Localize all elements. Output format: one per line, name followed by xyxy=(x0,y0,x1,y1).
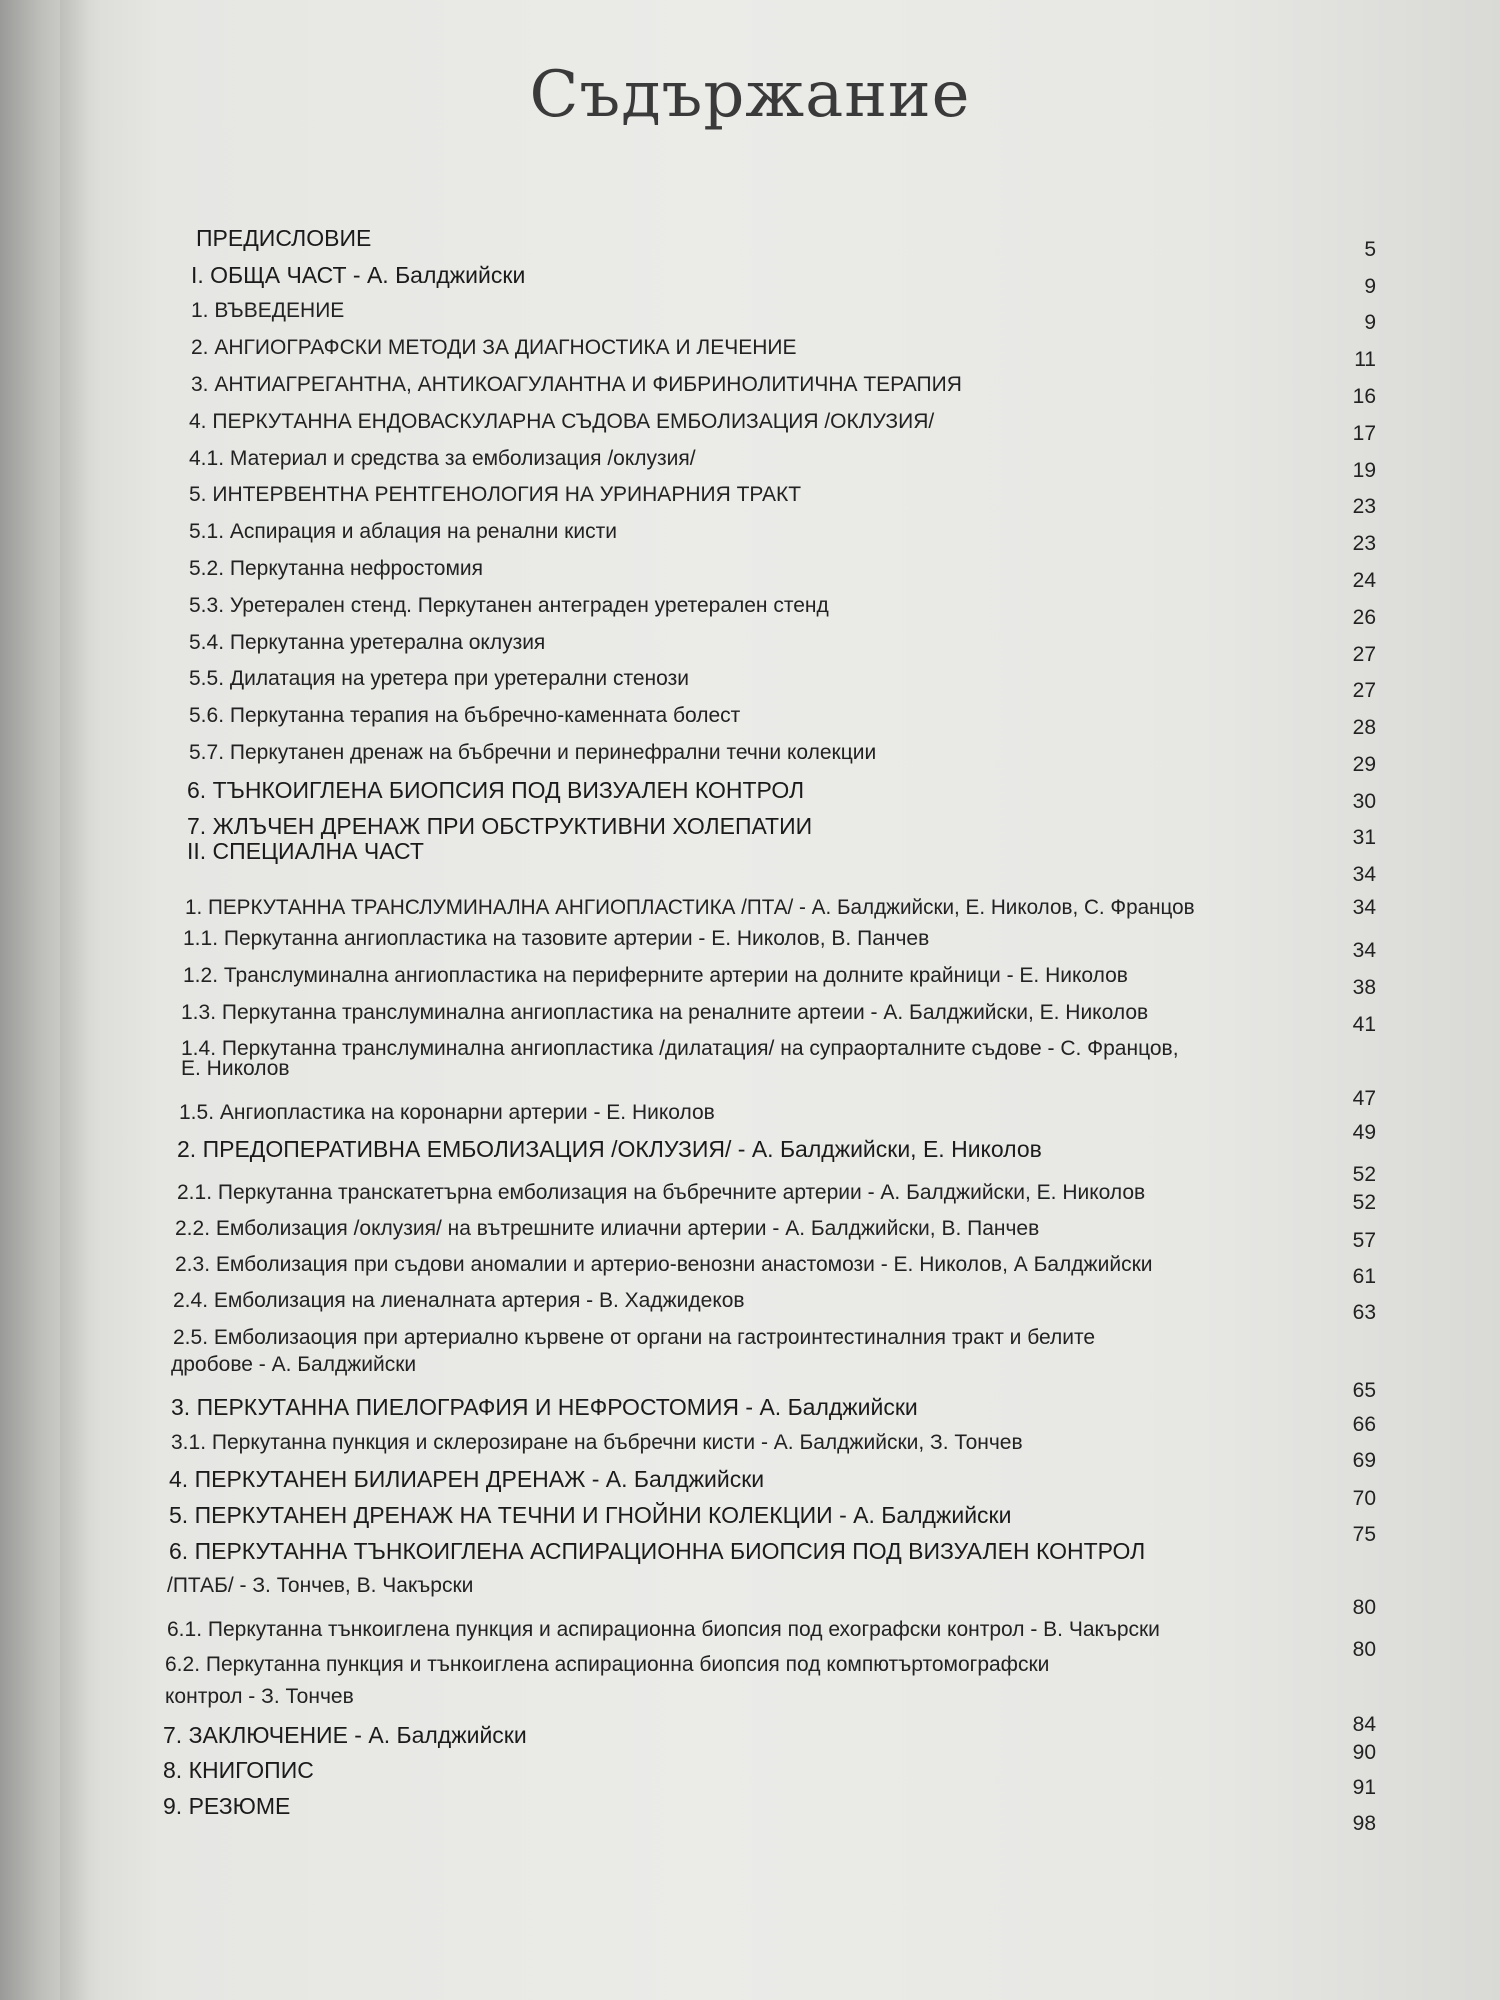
toc-entry-text: 2.2. Емболизация /оклузия/ на вътрешните илиачни артерии - А. Балджийски, В. Панчев xyxy=(175,1217,1040,1240)
toc-entry xyxy=(0,1286,1500,1324)
toc-entry xyxy=(0,407,1500,445)
toc-entry-text: 6. ПЕРКУТАННА ТЪНКОИГЛЕНА АСПИРАЦИОННА БИОПСИЯ ПОД ВИЗУАЛЕН КОНТРОЛ xyxy=(169,1538,1146,1564)
toc-entry-page: 30 xyxy=(1352,790,1376,813)
toc-entry-text: I. ОБЩА ЧАСТ - А. Балджийски xyxy=(191,262,526,288)
toc-entry xyxy=(0,738,1500,776)
toc-entry xyxy=(0,1250,1500,1288)
toc-entry-text: 1. ВЪВЕДЕНИЕ xyxy=(191,299,345,322)
toc-entry xyxy=(0,1571,1500,1619)
toc-entry-page: 52 xyxy=(1352,1191,1376,1214)
toc-entry-text: 2. ПРЕДОПЕРАТИВНА ЕМБОЛИЗАЦИЯ /ОКЛУЗИЯ/ - А. Балджийски, Е. Николов xyxy=(177,1136,1042,1162)
toc-entry-page: 27 xyxy=(1352,679,1376,702)
toc-entry-page: 23 xyxy=(1352,532,1376,555)
toc-entry xyxy=(0,1500,1500,1546)
toc-entry-page: 29 xyxy=(1352,753,1376,776)
toc-entry-page: 17 xyxy=(1352,422,1376,445)
toc-entry xyxy=(0,1054,1500,1110)
toc-entry-page: 38 xyxy=(1352,976,1376,999)
toc-entry-text: 6.1. Перкутанна тънкоиглена пункция и аспирационна биопсия под ехографски контрол - В. Чакърски xyxy=(167,1618,1160,1641)
toc-entry-text: 7. ЗАКЛЮЧЕНИЕ - А. Балджийски xyxy=(163,1722,527,1748)
toc-entry-text: 1. ПЕРКУТАННА ТРАНСЛУМИНАЛНА АНГИОПЛАСТИКА /ПТА/ - А. Балджийски, Е. Николов, С. Францов xyxy=(185,896,1195,919)
toc-entry xyxy=(0,1720,1500,1764)
toc-entry-page: 41 xyxy=(1352,1013,1376,1036)
toc-entry-page: 66 xyxy=(1352,1413,1376,1436)
toc-entry-page: 98 xyxy=(1352,1812,1376,1835)
toc-entry-page: 27 xyxy=(1352,643,1376,666)
toc-entry-text: 5.6. Перкутанна терапия на бъбречно-каменната болест xyxy=(189,704,741,727)
toc-entry-text: 2.5. Емболизаоция при артериално кървене от органи на гастроинтестиналния тракт и белите xyxy=(173,1326,1096,1349)
toc-entry-text: 2.3. Емболизация при съдови аномалии и артерио-венозни анастомози - Е. Николов, А Балджийски xyxy=(175,1253,1153,1276)
toc-entry-page: 47 xyxy=(1352,1087,1376,1110)
toc-entry-page: 34 xyxy=(1352,939,1376,962)
toc-entry-page: 80 xyxy=(1352,1596,1376,1619)
toc-entry xyxy=(0,517,1500,555)
toc-entry xyxy=(0,1323,1500,1353)
toc-entry-text: 1.2. Транслуминална ангиопластика на периферните артерии на долните крайници - Е. Николов xyxy=(183,964,1128,987)
toc-entry-text: 9. РЕЗЮМЕ xyxy=(163,1793,291,1819)
toc-entry-page: 65 xyxy=(1352,1379,1376,1402)
toc-entry-page: 80 xyxy=(1352,1638,1376,1661)
toc-entry-page: 69 xyxy=(1352,1449,1376,1472)
toc-entry-text: 3.1. Перкутанна пункция и склерозиране на бъбречни кисти - А. Балджийски, З. Тончев xyxy=(171,1431,1023,1454)
toc-entry-text: 4.1. Материал и средства за емболизация /оклузия/ xyxy=(189,447,696,470)
toc-entry-text: 6. ТЪНКОИГЛЕНА БИОПСИЯ ПОД ВИЗУАЛЕН КОНТРОЛ xyxy=(187,777,805,803)
toc-entry-text: 7. ЖЛЪЧЕН ДРЕНАЖ ПРИ ОБСТРУКТИВНИ ХОЛЕПАТИИ xyxy=(187,813,813,839)
toc-entry-text: 2.1. Перкутанна транскатетърна емболизация на бъбречните артерии - А. Балджийски, Е. Николов xyxy=(177,1181,1146,1204)
toc-entry-page: 11 xyxy=(1354,348,1376,371)
toc-entry xyxy=(0,701,1500,739)
toc-entry xyxy=(0,554,1500,592)
toc-entry-text: 5.5. Дилатация на уретера при уретерални стенози xyxy=(189,667,689,690)
toc-entry-text: 2. АНГИОГРАФСКИ МЕТОДИ ЗА ДИАГНОСТИКА И ЛЕЧЕНИЕ xyxy=(191,336,797,359)
toc-entry-page: 91 xyxy=(1352,1776,1376,1799)
toc-entry xyxy=(0,223,1500,261)
toc-entry xyxy=(0,296,1500,334)
toc-entry-text: 5.1. Аспирация и аблация на ренални кисти xyxy=(189,520,617,543)
toc-entry xyxy=(0,1428,1500,1472)
toc-entry xyxy=(0,1098,1500,1144)
toc-entry xyxy=(0,1791,1500,1835)
toc-entry-page: 23 xyxy=(1352,495,1376,518)
toc-entry-page: 57 xyxy=(1352,1229,1376,1252)
toc-entry-text: 5.7. Перкутанен дренаж на бъбречни и перинефрални течни колекции xyxy=(189,741,877,764)
toc-entry xyxy=(0,1615,1500,1661)
toc-entry-text: 4. ПЕРКУТАННА ЕНДОВАСКУЛАРНА СЪДОВА ЕМБОЛИЗАЦИЯ /ОКЛУЗИЯ/ xyxy=(189,410,935,433)
toc-entry xyxy=(0,836,1500,886)
toc-entry-text: 5.4. Перкутанна уретерална оклузия xyxy=(189,631,546,654)
toc-entry-page: 24 xyxy=(1352,569,1376,592)
toc-entry-page: 84 xyxy=(1352,1713,1376,1736)
toc-entry-page: 49 xyxy=(1352,1121,1376,1144)
toc-entry-page: 52 xyxy=(1352,1163,1376,1186)
toc-entry xyxy=(0,333,1500,371)
toc-entry-page: 26 xyxy=(1352,606,1376,629)
toc-entry xyxy=(0,924,1500,962)
toc-entry-page: 70 xyxy=(1352,1487,1376,1510)
toc-entry-text: 1.4. Перкутанна транслуминална ангиопластика /дилатация/ на супраорталните съдове - С. Францов, xyxy=(181,1037,1179,1060)
toc-entry xyxy=(0,1134,1500,1186)
toc-entry xyxy=(0,591,1500,629)
toc-entry-text: II. СПЕЦИАЛНА ЧАСТ xyxy=(187,838,424,864)
toc-entry xyxy=(0,628,1500,666)
toc-entry-text: ПРЕДИСЛОВИЕ xyxy=(196,225,372,251)
toc-entry xyxy=(0,1755,1500,1799)
toc-entry xyxy=(0,961,1500,999)
toc-entry-page: 28 xyxy=(1352,716,1376,739)
toc-entry-text: 3. АНТИАГРЕГАНТНА, АНТИКОАГУЛАНТНА И ФИБРИНОЛИТИЧНА ТЕРАПИЯ xyxy=(191,373,962,396)
toc-entry xyxy=(0,444,1500,482)
toc-entry xyxy=(0,1650,1500,1680)
toc-entry xyxy=(0,893,1500,923)
toc-entry-page: 5 xyxy=(1364,238,1376,261)
toc-entry-text: 2.4. Емболизация на лиеналната артерия - В. Хаджидеков xyxy=(173,1289,745,1312)
toc-entry xyxy=(0,1350,1500,1402)
toc-entry xyxy=(0,1392,1500,1436)
toc-entry-text: контрол - З. Тончев xyxy=(165,1685,354,1708)
toc-entry-text: 8. КНИГОПИС xyxy=(163,1757,314,1783)
toc-entry-page: 16 xyxy=(1352,385,1376,408)
toc-entry-text: 5.2. Перкутанна нефростомия xyxy=(189,557,484,580)
toc-entry-text: Е. Николов xyxy=(181,1057,290,1080)
toc-entry-page: 9 xyxy=(1364,311,1376,334)
toc-entry-page: 61 xyxy=(1352,1265,1376,1288)
toc-entry xyxy=(0,998,1500,1036)
toc-entry xyxy=(0,664,1500,702)
toc-entry-text: 5.3. Уретерален стенд. Перкутанен антеграден уретерален стенд xyxy=(189,594,829,617)
toc-entry-page: 63 xyxy=(1352,1301,1376,1324)
toc-entry xyxy=(0,480,1500,518)
toc-entry-text: 5. ИНТЕРВЕНТНА РЕНТГЕНОЛОГИЯ НА УРИНАРНИЯ ТРАКТ xyxy=(189,483,802,506)
toc-entry xyxy=(0,260,1500,298)
toc-entry-page: 75 xyxy=(1352,1523,1376,1546)
toc-entry xyxy=(0,775,1500,813)
toc-entry-page: 19 xyxy=(1352,459,1376,482)
toc-entry-text: 5. ПЕРКУТАНЕН ДРЕНАЖ НА ТЕЧНИ И ГНОЙНИ КОЛЕКЦИИ - А. Балджийски xyxy=(169,1502,1012,1528)
toc-entry-text: 1.1. Перкутанна ангиопластика на тазовите артерии - Е. Николов, В. Панчев xyxy=(183,927,930,950)
page-title: Съдържание xyxy=(529,58,971,132)
toc-entry-page: 34 xyxy=(1352,896,1376,919)
toc-entry-page: 34 xyxy=(1352,863,1376,886)
toc-entry xyxy=(0,1214,1500,1252)
toc-entry xyxy=(0,1178,1500,1214)
toc-entry-text: 1.3. Перкутанна транслуминална ангиопластика на реналните артеии - А. Балджийски, Е. Николов xyxy=(181,1001,1149,1024)
toc-entry-text: 4. ПЕРКУТАНЕН БИЛИАРЕН ДРЕНАЖ - А. Балджийски xyxy=(169,1466,765,1492)
toc-entry-text: 3. ПЕРКУТАННА ПИЕЛОГРАФИЯ И НЕФРОСТОМИЯ - А. Балджийски xyxy=(171,1394,918,1420)
toc-entry-text: 6.2. Перкутанна пункция и тънкоиглена аспирационна биопсия под компютъртомографски xyxy=(165,1653,1050,1676)
toc-entry-page: 31 xyxy=(1352,826,1376,849)
toc-entry-page: 90 xyxy=(1352,1741,1376,1764)
toc-entry-text: /ПТАБ/ - З. Тончев, В. Чакърски xyxy=(167,1574,474,1597)
toc-entry-page: 9 xyxy=(1364,275,1376,298)
toc-entry xyxy=(0,370,1500,408)
toc-entry-text: 1.5. Ангиопластика на коронарни артерии - Е. Николов xyxy=(179,1101,715,1124)
toc-entry xyxy=(0,1464,1500,1510)
toc-entry-text: дробове - А. Балджийски xyxy=(171,1353,417,1376)
toc-entry xyxy=(0,1536,1500,1566)
